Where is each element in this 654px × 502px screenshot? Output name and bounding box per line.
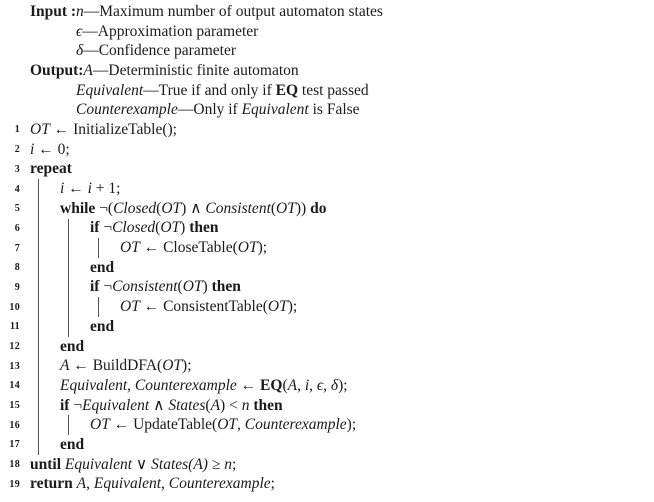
header-text <box>76 23 258 41</box>
line-number: 8 <box>14 262 20 274</box>
variable-text: OT <box>162 357 183 375</box>
plain-text: ∨ <box>132 456 152 474</box>
code-line-body <box>30 179 120 199</box>
keyword-text: then <box>189 219 219 237</box>
line-number: 4 <box>14 183 20 195</box>
plain-text: , <box>297 376 305 394</box>
variable-text: OT <box>120 298 140 316</box>
code-text <box>30 160 72 178</box>
header-text <box>76 82 369 100</box>
variable-text: OT <box>30 120 50 138</box>
line-number: 7 <box>14 242 20 254</box>
plain-text: , <box>86 475 94 493</box>
code-line <box>0 435 654 455</box>
code-line-body <box>30 278 241 298</box>
header-text <box>76 3 383 21</box>
code-text <box>60 377 348 395</box>
algorithm-listing <box>0 2 654 494</box>
block-indent-rule <box>98 238 120 258</box>
plain-text: ← CloseTable( <box>139 239 238 257</box>
variable-text: OT <box>267 298 288 316</box>
plain-text: ) <box>202 278 212 296</box>
variable-text: OT <box>161 200 182 218</box>
plain-text: ( <box>282 376 288 394</box>
keyword-text: end <box>60 337 85 355</box>
keyword-text: repeat <box>30 160 72 178</box>
plain-text: ( <box>270 200 277 218</box>
plain-text: , <box>237 416 245 434</box>
header-line <box>0 100 654 120</box>
code-text <box>60 180 120 198</box>
keyword-text: return <box>30 475 73 493</box>
variable-text: OT <box>90 416 110 434</box>
keyword-text: end <box>60 435 85 453</box>
io-label-text: Input <box>30 2 68 20</box>
variable-text: Counterexample <box>134 376 237 394</box>
io-header <box>0 2 654 120</box>
header-text <box>76 101 360 119</box>
line-number: 14 <box>9 380 20 392</box>
variable-text: Equivalent <box>76 81 144 99</box>
plain-text: , <box>309 376 317 394</box>
block-indent-rule <box>38 435 60 455</box>
keyword-text: if <box>60 397 70 415</box>
plain-text: ( <box>155 219 161 237</box>
keyword-text: then <box>211 278 241 296</box>
plain-text: ← ConsistentTable( <box>139 298 268 316</box>
plain-text: —Confidence parameter <box>83 42 236 60</box>
keyword-text: end <box>90 258 115 276</box>
variable-text: A <box>83 61 93 79</box>
variable-text: OT <box>182 278 203 296</box>
code-line-body <box>30 258 114 278</box>
variable-text: i <box>30 140 35 158</box>
header-text <box>76 42 236 60</box>
code-line-body <box>30 337 84 357</box>
block-indent-rule <box>38 179 60 199</box>
code-line-body <box>30 435 84 455</box>
plain-text: is False <box>308 101 360 119</box>
plain-text: —True if and only if <box>143 81 276 99</box>
variable-text: i <box>87 180 92 198</box>
line-number: 11 <box>9 321 20 333</box>
code-text <box>30 475 275 493</box>
variable-text: Consistent <box>205 200 271 218</box>
block-indent-rule <box>68 317 90 337</box>
plain-text: ≥ <box>207 456 225 474</box>
header-line <box>0 81 654 101</box>
header-line <box>0 61 654 81</box>
code-line-body <box>30 199 326 219</box>
code-line <box>0 238 654 258</box>
code-line <box>0 278 654 298</box>
variable-text: Counterexample <box>244 416 347 434</box>
block-indent-rule <box>68 219 90 239</box>
plain-text: ∧ <box>149 397 169 415</box>
code-line <box>0 120 654 140</box>
variable-text: OT <box>160 219 181 237</box>
code-line-body <box>30 297 297 317</box>
block-indent-rule <box>68 258 90 278</box>
code-text <box>90 219 219 237</box>
keyword-text: then <box>253 397 283 415</box>
code-text <box>120 239 267 257</box>
code-line <box>0 297 654 317</box>
code-line <box>0 160 654 180</box>
variable-text: Closed <box>113 200 157 218</box>
variable-text: Equivalent <box>241 101 309 119</box>
code-line-body <box>30 120 177 140</box>
plain-text: ); <box>338 376 348 394</box>
line-number: 13 <box>9 360 20 372</box>
plain-text: ( <box>177 278 183 296</box>
variable-text: States <box>168 397 206 415</box>
variable-text: Closed <box>112 219 156 237</box>
code-line <box>0 376 654 396</box>
line-number: 12 <box>9 341 20 353</box>
block-indent-rule <box>98 297 120 317</box>
block-indent-rule <box>38 396 60 416</box>
plain-text: ← <box>236 376 261 394</box>
code-text <box>90 259 114 277</box>
code-line <box>0 337 654 357</box>
code-line-body <box>30 219 219 239</box>
code-line <box>0 219 654 239</box>
plain-text: ← UpdateTable( <box>109 416 218 434</box>
line-number: 19 <box>9 478 20 490</box>
code-line-body <box>30 356 192 376</box>
line-number: 1 <box>14 124 20 136</box>
header-line <box>0 22 654 42</box>
code-line-body <box>30 415 356 435</box>
code-text <box>30 141 70 159</box>
block-indent-rule <box>68 415 90 435</box>
keyword-text: while <box>60 200 96 218</box>
header-line <box>0 2 654 22</box>
keyword-text: do <box>310 200 327 218</box>
variable-text: OT <box>276 200 296 218</box>
variable-text: Equivalent <box>82 397 150 415</box>
variable-text: Counterexample <box>76 101 178 119</box>
keyword-text: EQ <box>260 376 283 394</box>
code-line-body <box>30 160 72 180</box>
plain-text: ) < <box>220 397 242 415</box>
block-indent-rule <box>68 297 90 317</box>
code-line <box>0 140 654 160</box>
line-number: 10 <box>9 301 20 313</box>
code-text <box>60 338 84 356</box>
variable-text: n <box>241 397 250 415</box>
line-number: 15 <box>9 400 20 412</box>
line-number: 9 <box>14 281 20 293</box>
code-text <box>30 121 177 139</box>
line-number: 2 <box>14 144 20 156</box>
plain-text: ); <box>257 239 268 257</box>
plain-text: ) ∧ <box>181 200 206 218</box>
line-number: 16 <box>9 419 20 431</box>
block-indent-rule <box>38 199 60 219</box>
code-body <box>0 120 654 494</box>
plain-text: ¬ <box>99 219 113 237</box>
code-text <box>60 396 283 415</box>
line-number: 18 <box>9 459 20 471</box>
plain-text: —Maximum number of output automaton states <box>83 2 383 20</box>
code-line <box>0 258 654 278</box>
io-label <box>30 62 83 80</box>
code-line-body <box>30 475 275 495</box>
variable-text: n <box>76 2 84 20</box>
line-number: 3 <box>14 163 20 175</box>
code-line-body <box>30 455 236 475</box>
code-line-body <box>30 238 267 258</box>
block-indent-rule <box>38 297 60 317</box>
variable-text: OT <box>217 416 238 434</box>
keyword-text: if <box>90 278 100 296</box>
variable-text: A <box>210 397 221 415</box>
plain-text: ← BuildDFA( <box>69 357 163 375</box>
code-line <box>0 415 654 435</box>
code-line-body <box>30 140 70 160</box>
plain-text: —Only if <box>177 101 242 119</box>
code-line <box>0 455 654 475</box>
plain-text: ); <box>182 357 192 375</box>
code-line <box>0 475 654 495</box>
variable-text: δ <box>330 376 339 394</box>
variable-text: OT <box>237 239 258 257</box>
variable-text: i <box>304 376 310 394</box>
variable-text: A <box>76 475 87 493</box>
plain-text: ← 0; <box>34 140 70 158</box>
variable-text: Equivalent <box>93 475 162 493</box>
block-indent-rule <box>68 238 90 258</box>
code-text <box>90 278 241 296</box>
code-line <box>0 396 654 416</box>
plain-text: , <box>323 376 331 394</box>
line-number: 5 <box>14 203 20 215</box>
plain-text: ( <box>205 397 211 415</box>
block-indent-rule <box>38 337 60 357</box>
block-indent-rule <box>38 415 60 435</box>
variable-text: Consistent <box>112 278 178 296</box>
variable-text: A <box>60 357 70 375</box>
plain-text: ) <box>180 219 190 237</box>
code-text <box>60 357 192 375</box>
block-indent-rule <box>38 317 60 337</box>
variable-text: Counterexample <box>168 475 271 493</box>
code-line-body <box>30 396 283 416</box>
code-line-body <box>30 317 114 337</box>
plain-text: ; <box>270 475 275 493</box>
code-text <box>90 318 114 336</box>
io-label <box>30 3 76 21</box>
plain-text: ¬ <box>69 397 83 415</box>
variable-text: i <box>60 180 65 198</box>
code-line-body <box>30 376 348 396</box>
variable-text: States(A) <box>151 456 208 474</box>
block-indent-rule <box>38 356 60 376</box>
plain-text: + 1; <box>91 180 121 198</box>
code-text <box>60 199 326 218</box>
variable-text: ϵ <box>316 376 324 394</box>
code-line <box>0 199 654 219</box>
code-line <box>0 179 654 199</box>
block-indent-rule <box>68 278 90 298</box>
block-indent-rule <box>38 219 60 239</box>
plain-text: test passed <box>298 81 369 99</box>
block-indent-rule <box>38 376 60 396</box>
plain-text: —Approximation parameter <box>82 22 259 40</box>
keyword-text: EQ <box>275 81 299 99</box>
plain-text: ; <box>232 456 237 474</box>
plain-text: )) <box>295 200 311 218</box>
plain-text: ← <box>64 180 88 198</box>
code-text <box>120 298 297 316</box>
code-text <box>30 455 236 474</box>
plain-text: ); <box>346 416 357 434</box>
variable-text: Equivalent <box>64 456 133 474</box>
line-number: 17 <box>9 439 20 451</box>
code-line <box>0 356 654 376</box>
io-label-text: Output: <box>30 61 84 79</box>
header-line <box>0 41 654 61</box>
keyword-text: until <box>30 456 62 474</box>
block-indent-rule <box>38 258 60 278</box>
variable-text: Equivalent <box>60 376 128 394</box>
code-text <box>90 416 356 434</box>
code-line <box>0 317 654 337</box>
plain-text: ( <box>156 200 162 218</box>
plain-text: , <box>127 376 135 394</box>
plain-text: ); <box>287 298 298 316</box>
plain-text: ¬ <box>99 278 113 296</box>
header-text <box>83 62 298 80</box>
plain-text: ¬( <box>95 200 114 218</box>
line-number: 6 <box>14 222 20 234</box>
variable-text: δ <box>76 42 84 60</box>
variable-text: OT <box>120 239 140 257</box>
variable-text: ϵ <box>76 22 83 40</box>
variable-text: n <box>224 456 232 474</box>
plain-text: —Deterministic finite automaton <box>92 61 299 79</box>
plain-text: ← InitializeTable(); <box>49 120 177 138</box>
block-indent-rule <box>38 278 60 298</box>
code-text <box>60 436 84 454</box>
plain-text: , <box>161 475 169 493</box>
block-indent-rule <box>38 238 60 258</box>
variable-text: A <box>287 376 298 394</box>
io-label-text: : <box>70 2 76 20</box>
keyword-text: if <box>90 219 100 237</box>
keyword-text: end <box>90 317 115 335</box>
